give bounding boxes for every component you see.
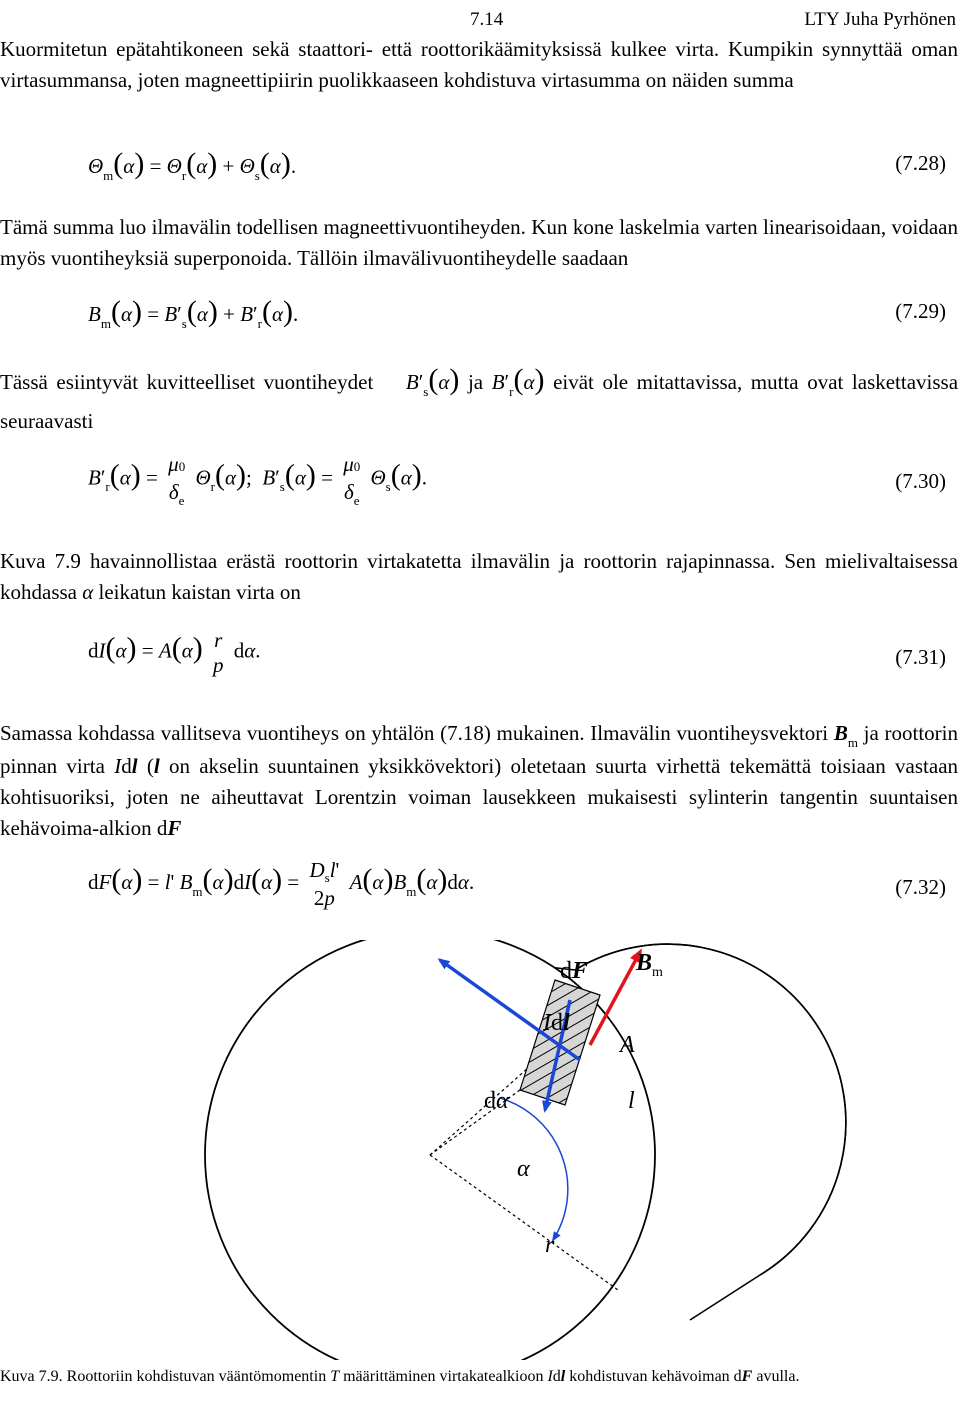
paragraph-2: Tämä summa luo ilmavälin todellisen magneettivuontiheyden. Kun kone laskelmia varten linearisoidaan, voidaan myös vuontiheyksiä superponoida. Tällöin ilmavälivuontiheydelle saadaan [0,215,958,270]
equation-7-32 [0,858,958,928]
label-r: r [545,1232,555,1258]
label-dF: dF [560,958,589,984]
paragraph-3: Tässä esiintyvät kuvitteelliset vuontiheydet $B'_s(\alpha)$ ja $B'_r(\alpha)$ eivät ole mitattavissa, mutta ovat laskettavissa seuraavasti [0,363,959,433]
paragraph-5-part-2: ja roottorin pinnan virta [0,721,958,778]
label-alpha: α [517,1156,530,1182]
figure-7-9 [0,940,960,1360]
paragraph-4-before: Kuva 7.9 havainnollistaa erästä roottorin virtakatetta ilmavälin ja roottorin rajapinnassa. Sen mielivaltaisessa kohdassa [0,549,958,604]
page-number: 7.14 [470,9,504,30]
paragraph-5-part-1: Samassa kohdassa vallitseva vuontiheys on yhtälön (7.18) mukainen. Ilmavälin vuontiheysvektori [0,721,829,745]
paragraph-5: Samassa kohdassa vallitseva vuontiheys on yhtälön (7.18) mukainen. Ilmavälin vuontiheysvektori $B_m$ ja roottorin pinnan virta Idl (l on akselin suuntainen yksikkövektori) oletetaan suurta virhettä tekemättä toisiaan vastaan kohtisuoriksi, joten ne aiheuttavat Lorentzin voiman lausekkeen mukaisesti sylinterin tangentin suuntaisen kehävoima-alkion dF [0,721,959,840]
label-l: l [628,1088,635,1114]
paragraph-4: Kuva 7.9 havainnollistaa erästä roottorin virtakatetta ilmavälin ja roottorin rajapinnassa. Sen mielivaltaisessa kohdassa α leikatun kaistan virta on [0,549,958,604]
equation-7-32-body: dF(α) = l' $B_m(\alpha)dI(\alpha)$ = $D_sl'$ 2p $A(\alpha)B_m(\alpha)d\alpha$. [88,858,475,910]
equation-number: (7.32) [895,875,946,899]
equation-7-31-body: dI(α) = A(α) r p dα. [88,628,261,677]
paragraph-3-after: eivät ole mitattavissa, mutta ovat laskettavissa seuraavasti [0,370,959,433]
equation-7-28-body: $\Theta_m(\alpha) = \Theta_r(\alpha) + \Theta_s(\alpha)$. [88,147,297,183]
running-header-author: LTY Juha Pyrhönen [804,9,956,30]
equation-number: (7.28) [895,151,946,175]
cylinder-side-bottom [690,1275,760,1320]
label-A: A [620,1032,635,1058]
figure-caption: Kuva 7.9. Roottoriin kohdistuvan vääntömomentin T määrittäminen virtakatealkioon Idl kohdistuvan kehävoiman dF avulla. [0,1368,800,1385]
label-Idl: Idl [543,1010,570,1036]
equation-7-30-body: $B'_r(\alpha)$ = μ0 $\delta_e$ $\Theta_r(\alpha)$; $B'_s(\alpha)$ = μ0 $\delta_e$ $\Theta_s(\alpha)$. [88,452,427,508]
label-Bm: $B_m$ [636,950,663,980]
paragraph-3-before: Tässä esiintyvät kuvitteelliset vuontiheydet [0,370,374,394]
equation-7-30 [0,452,958,522]
equation-7-29-body: $B_m(\alpha) = B'_s(\alpha) + B'_r(\alpha)$. [88,295,299,331]
equation-number: (7.29) [895,299,946,323]
equation-number: (7.30) [895,469,946,493]
equation-7-31 [0,628,958,698]
paragraph-3-mid: ja [467,370,484,394]
label-dalpha: dα [484,1088,509,1114]
paragraph-4-after: leikatun kaistan virta on [98,580,301,604]
paragraph-1: Kuormitetun epätahtikoneen sekä staattori- että roottorikäämityksissä kulkee virta. Kumpikin synnyttää oman virtasummansa, joten magneettipiirin puolikkaaseen kohdistuva virtasumma on näiden summa [0,37,958,92]
paragraph-5-part-3: on akselin suuntainen yksikkövektori) oletetaan suurta virhettä tekemättä toisiaan vastaan kohtisuoriksi, joten ne aiheuttavat Lorentzin voiman lausekkeen mukaisesti sylinterin tangentin suuntaisen kehävoima-alkion d [0,754,959,840]
equation-number: (7.31) [895,645,946,669]
